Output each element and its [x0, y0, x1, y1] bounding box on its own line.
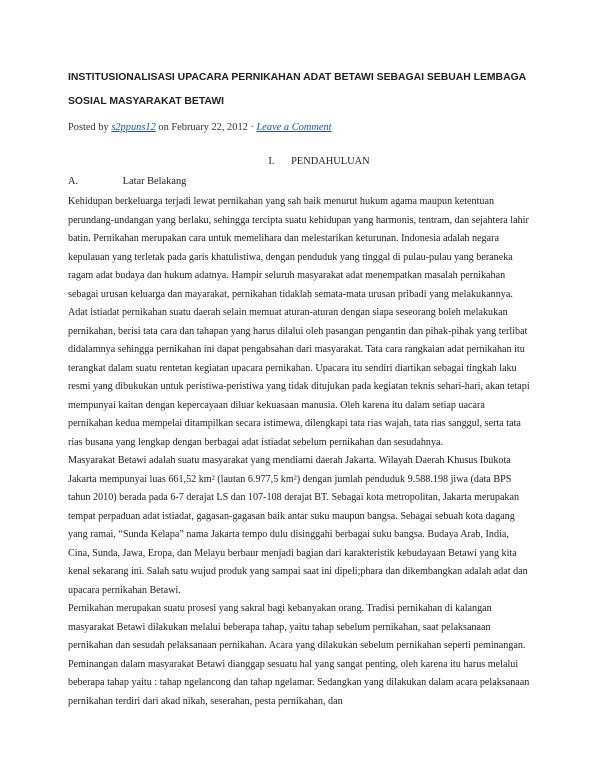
section-number: I. [268, 156, 275, 167]
posted-by-label: Posted by [68, 122, 112, 133]
section-title: PENDAHULUAN [291, 156, 370, 167]
subsection-title: Latar Belakang [122, 176, 187, 187]
post-date: on February 22, 2012 · [155, 122, 257, 133]
paragraph: Kehidupan berkeluarga terjadi lewat pernikahan yang sah baik menurut hukum agama maupun ketentuan perundang-undangan yang berlaku, sehingga tercipta suatu kehidupan yang harmonis, tentram, dan sejahtera lahir batin. Pernikahan merupakan cara untuk memelihara dan melestarikan keturunan. Indonesia adalah negara kepulauan yang terletak pada garis khatulistiwa, dengan penduduk yang tinggal di pulau-pulau yang beraneka ragam adat budaya dan hukum adatnya. Hampir seluruh masyarakat adat menempatkan masalah pernikahan sebagai urusan keluarga dan mayarakat, pernikahan tidaklah semata-mata urusan pribadi yang melakukannya. [68, 196, 529, 300]
section-heading [68, 154, 530, 170]
body-text [68, 193, 530, 711]
document-title-line-2: SOSIAL MASYARAKAT BETAWI [68, 96, 225, 107]
author-link[interactable]: s2ppuns12 [111, 122, 156, 133]
subsection-letter: A. [68, 176, 79, 187]
paragraph: Pernikahan merupakan suatu prosesi yang sakral bagi kebanyakan orang. Tradisi pernikahan di kalangan masyarakat Betawi dilakukan melalui beberapa tahap, yaitu tahap sebelum pernikahan, saat pelaksanaan pernikahan dan sesudah pelaksanaan pernikahan. Acara yang dilakukan sebelum pernikahan seperti peminangan. Peminangan dalam masyarakat Betawi dianggap sesuatu hal yang sangat penting, oleh karena itu harus melalui beberapa tahap yaitu : tahap ngelancong dan tahap ngelamar. Sedangkan yang dilakukan dalam acara pelaksanaan pernikahan terdiri dari akad nikah, seserahan, pesta pernikahan, dan [68, 603, 530, 707]
paragraph: Masyarakat Betawi adalah suatu masyarakat yang mendiami daerah Jakarta. Wilayah Daerah Khusus Ibukota Jakarta mempunyai luas 661,52 km² (lautan 6.977,5 km²) dengan jumlah penduduk 9.588.198 jiwa (data BPS tahun 2010) berada pada 6-7 derajat LS dan 107-108 derajat BT. Sebagai kota metropolitan, Jakarta merupakan tempat perpaduan adat istiadat, gagasan-gagasan baik antar suku maupun bangsa. Sebagai sebuah kota dagang yang ramai, “Sunda Kelapa” nama Jakarta tempo dulu disinggahi berbagai suku bangsa. Budaya Arab, India, Cina, Sunda, Jawa, Eropa, dan Melayu berbaur menjadi bagian dari karakteristik kebudayaan Betawi yang kita kenal sekarang ini. Salah satu wujud produk yang sampai saat ini dipeli;phara dan dikembangkan adalah adat dan upacara pernikahan Betawi. [68, 455, 528, 596]
post-meta [68, 120, 530, 136]
subsection-heading [68, 174, 530, 190]
document-title-line-1: INSTITUSIONALISASI UPACARA PERNIKAHAN ADAT BETAWI SEBAGAI SEBUAH LEMBAGA [68, 72, 527, 83]
paragraph: Adat istiadat pernikahan suatu daerah selain memuat aturan-aturan dengan siapa seseorang boleh melakukan pernikahan, berisi tata cara dan tahapan yang harus dilalui oleh pasangan pengantin dan pihak-pihak yang terlibat didalamnya sehingga pernikahan ini dapat pengabsahan dari masyarakat. Tata cara rangkaian adat pernikahan itu terangkat dalam suatu rentetan kegiatan upacara pernikahan. Upacara itu sendiri diartikan sebagai tingkah laku resmi yang dibukukan untuk peristiwa-peristiwa yang tidak ditujukan pada kegiatan teknis sehari-hari, akan tetapi mempunyai kaitan dengan kepercayaan diluar kekuasaan manusia. Oleh karena itu dalam setiap uacara pernikahan kedua mempelai ditampilkan secara istimewa, dilengkapi tata rias wajah, tata rias sanggul, serta tata rias busana yang lengkap dengan berbagai adat istiadat sebelum pernikahan dan sesudahnya. [68, 307, 530, 448]
leave-comment-link[interactable]: Leave a Comment [256, 122, 332, 133]
